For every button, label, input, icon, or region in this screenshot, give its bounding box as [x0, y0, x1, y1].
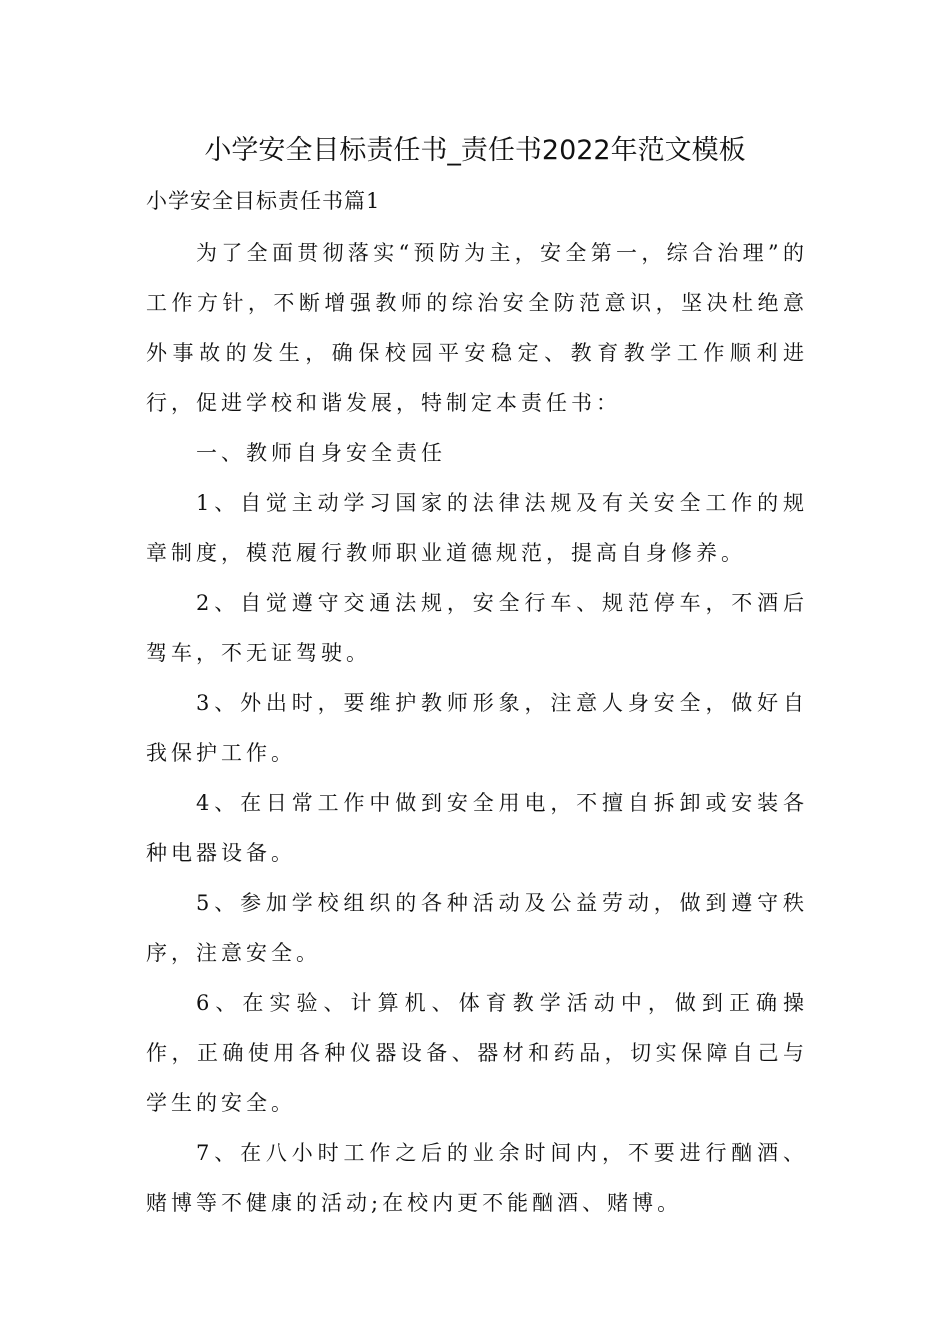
list-item: 2、自觉遵守交通法规，安全行车、规范停车，不酒后驾车，不无证驾驶。 [146, 591, 808, 665]
list-item: 4、在日常工作中做到安全用电，不擅自拆卸或安装各种电器设备。 [146, 791, 808, 865]
list-item: 1、自觉主动学习国家的法律法规及有关安全工作的规章制度，模范履行教师职业道德规范，提高自身修养。 [146, 491, 808, 565]
document-body [146, 228, 808, 1228]
list-item: 6、在实验、计算机、体育教学活动中，做到正确操作，正确使用各种仪器设备、器材和药品，切实保障自己与学生的安全。 [146, 991, 808, 1115]
list-item: 5、参加学校组织的各种活动及公益劳动，做到遵守秩序，注意安全。 [146, 891, 808, 965]
document-subtitle: 小学安全目标责任书篇1 [146, 189, 381, 213]
list-item: 7、在八小时工作之后的业余时间内，不要进行酗酒、赌博等不健康的活动;在校内更不能酗酒、赌博。 [146, 1141, 808, 1215]
document-title: 小学安全目标责任书_责任书2022年范文模板 [204, 135, 746, 166]
intro-paragraph: 为了全面贯彻落实“预防为主，安全第一，综合治理”的工作方针，不断增强教师的综治安全防范意识，坚决杜绝意外事故的发生，确保校园平安稳定、教育教学工作顺利进行，促进学校和谐发展，特制定本责任书： [146, 241, 808, 415]
section-heading: 一、教师自身安全责任 [196, 441, 446, 465]
list-item: 3、外出时，要维护教师形象，注意人身安全，做好自我保护工作。 [146, 691, 808, 765]
